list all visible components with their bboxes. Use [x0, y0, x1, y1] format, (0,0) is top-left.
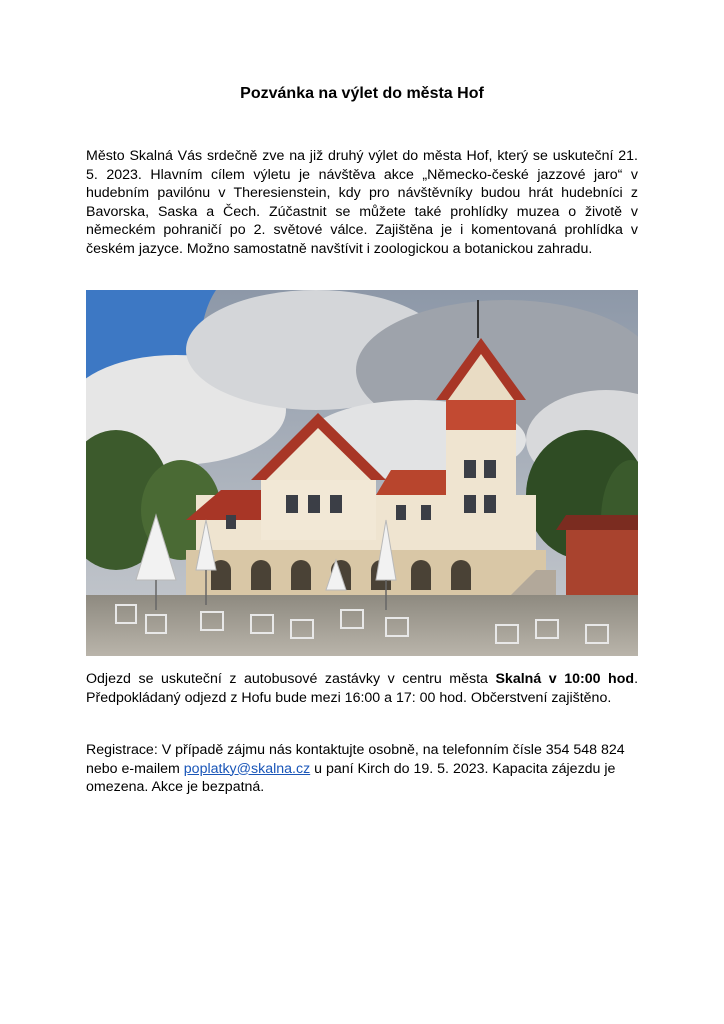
- email-link[interactable]: poplatky@skalna.cz: [183, 760, 311, 777]
- departure-text-before: Odjezd se uskuteční z autobusové zastávky v centru města: [86, 671, 496, 687]
- departure-text-after: . Předpokládaný odjezd z Hofu bude mezi 16:00 a 17: 00 hod. Občerstvení zajištěno.: [86, 671, 639, 706]
- registration-paragraph: [86, 741, 638, 797]
- departure-time-emphasis: Skalná v 10:00 hod: [495, 671, 635, 687]
- registration-text-before: Registrace: V případě zájmu nás kontaktujte osobně, na telefonním čísle 354 548 824 nebo e-mailem: [86, 742, 625, 777]
- departure-paragraph: [86, 670, 638, 707]
- intro-paragraph: Město Skalná Vás srdečně zve na již druhý výlet do města Hof, který se uskuteční 21. 5. 2023. Hlavním cílem výletu je návštěva akce „Německo-české jazzové jaro“ v hudebním pavilónu v Theresienstein, kdy pro návštěvníky budou hrát hudebníci z Bavorska, Saska a Čech. Zúčastnit se můžete také prohlídky muzea o životě v německém pohraničí po 2. světové válce. Zajištěna je i komentovaná prohlídka v českém jazyce. Možno samostatně navštívit i zoologickou a botanickou zahradu.: [86, 148, 638, 257]
- page-title: Pozvánka na výlet do města Hof: [240, 85, 484, 102]
- registration-text-after: u paní Kirch do 19. 5. 2023. Kapacita zájezdu je omezena. Akce je bezpatná.: [86, 760, 616, 796]
- pavilion-photo: [86, 290, 638, 656]
